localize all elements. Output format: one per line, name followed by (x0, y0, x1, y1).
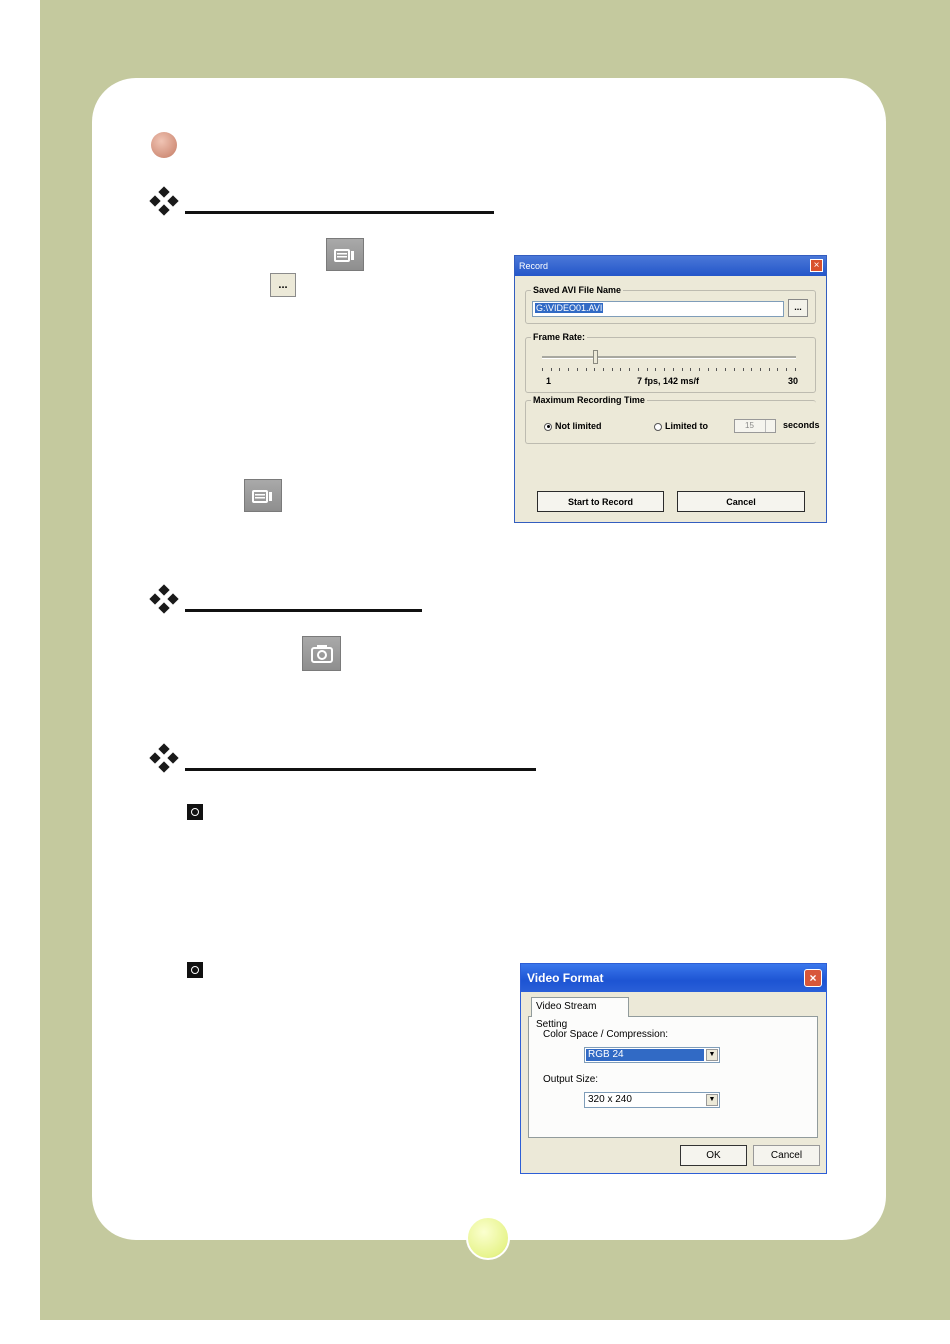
video-camera-icon (334, 247, 356, 263)
tick-mark (664, 368, 665, 371)
tick-mark (629, 368, 630, 371)
tick-mark (760, 368, 761, 371)
file-name-value: G:\VIDEO01.AVI (536, 303, 603, 313)
frame-rate-current: 7 fps, 142 ms/f (637, 376, 700, 386)
tick-mark (612, 368, 613, 371)
tick-mark (655, 368, 656, 371)
video-format-title: Video Format (527, 971, 604, 985)
record-dialog-titlebar (515, 256, 826, 276)
not-limited-label: Not limited (555, 421, 602, 431)
output-size-value: 320 x 240 (588, 1094, 632, 1105)
spinner-arrows-icon[interactable] (765, 420, 775, 432)
not-limited-option[interactable] (544, 421, 602, 431)
tick-mark (620, 368, 621, 371)
frame-rate-group-label: Frame Rate: (533, 332, 586, 342)
tick-mark (603, 368, 604, 371)
seconds-label: seconds (783, 420, 820, 430)
tick-mark (594, 368, 595, 371)
frame-rate-max: 30 (788, 376, 799, 386)
tick-mark (673, 368, 674, 371)
tick-mark (751, 368, 752, 371)
section-diamond-icon (151, 745, 177, 771)
limited-to-label: Limited to (665, 421, 708, 431)
tab-video-stream-setting[interactable]: Video Stream Setting (531, 997, 629, 1017)
limited-seconds-spinner[interactable] (734, 419, 776, 433)
page-number-circle (466, 1216, 510, 1260)
video-format-dialog (520, 963, 827, 1174)
output-size-select[interactable] (584, 1092, 720, 1108)
video-stream-panel (528, 1016, 818, 1138)
tick-mark (647, 368, 648, 371)
close-icon[interactable]: × (804, 969, 822, 987)
color-space-value: RGB 24 (586, 1049, 704, 1061)
frame-rate-ticks (542, 368, 796, 371)
tick-mark (542, 368, 543, 371)
limited-seconds-value: 15 (745, 421, 754, 430)
browse-button[interactable]: ... (788, 299, 808, 317)
tick-mark (777, 368, 778, 371)
tick-mark (699, 368, 700, 371)
tick-mark (568, 368, 569, 371)
tick-mark (734, 368, 735, 371)
section-heading-underline (185, 211, 494, 214)
chevron-down-icon[interactable]: ▼ (706, 1094, 718, 1106)
ok-button[interactable]: OK (680, 1145, 747, 1166)
camera-icon (311, 644, 333, 664)
max-recording-group (525, 395, 820, 444)
video-camera-icon (252, 488, 274, 504)
tick-mark (586, 368, 587, 371)
tick-mark (716, 368, 717, 371)
section-heading-underline (185, 768, 536, 771)
bullet-icon (187, 962, 203, 978)
tick-mark (551, 368, 552, 371)
frame-rate-track (542, 356, 796, 359)
close-icon[interactable]: × (810, 259, 823, 272)
tick-mark (725, 368, 726, 371)
tick-mark (743, 368, 744, 371)
bullet-icon (187, 804, 203, 820)
saved-file-group-label: Saved AVI File Name (533, 285, 622, 295)
section-heading-underline (185, 609, 422, 612)
frame-rate-slider[interactable] (593, 350, 598, 364)
tick-mark (577, 368, 578, 371)
tick-mark (708, 368, 709, 371)
output-size-label: Output Size: (543, 1074, 599, 1085)
section-diamond-icon (151, 586, 177, 612)
tick-mark (690, 368, 691, 371)
tick-mark (786, 368, 787, 371)
cancel-button[interactable]: Cancel (753, 1145, 820, 1166)
radio-selected-icon (544, 423, 552, 431)
tick-mark (795, 368, 796, 371)
record-toolbar-icon[interactable] (326, 238, 364, 271)
start-record-button[interactable]: Start to Record (537, 491, 664, 512)
browse-button-illustration[interactable]: ... (270, 273, 296, 297)
chevron-down-icon[interactable]: ▼ (706, 1049, 718, 1061)
snapshot-toolbar-icon[interactable] (302, 636, 341, 671)
chapter-dot-icon (151, 132, 177, 158)
record-dialog-title: Record (519, 261, 549, 271)
saved-file-group (525, 285, 816, 324)
file-name-input[interactable] (532, 301, 784, 317)
tick-mark (559, 368, 560, 371)
limited-to-option[interactable] (654, 421, 708, 431)
tick-mark (638, 368, 639, 371)
tick-mark (682, 368, 683, 371)
record-dialog (514, 255, 827, 523)
frame-rate-min: 1 (546, 376, 552, 386)
stop-record-toolbar-icon[interactable] (244, 479, 282, 512)
frame-rate-group (525, 332, 816, 393)
color-space-label: Color Space / Compression: (543, 1029, 669, 1040)
color-space-select[interactable] (584, 1047, 720, 1063)
tick-mark (769, 368, 770, 371)
video-format-titlebar (521, 964, 826, 992)
radio-unselected-icon (654, 423, 662, 431)
page-bottom-margin (40, 1320, 950, 1344)
section-diamond-icon (151, 188, 177, 214)
cancel-button[interactable]: Cancel (677, 491, 805, 512)
max-recording-group-label: Maximum Recording Time (533, 395, 645, 405)
